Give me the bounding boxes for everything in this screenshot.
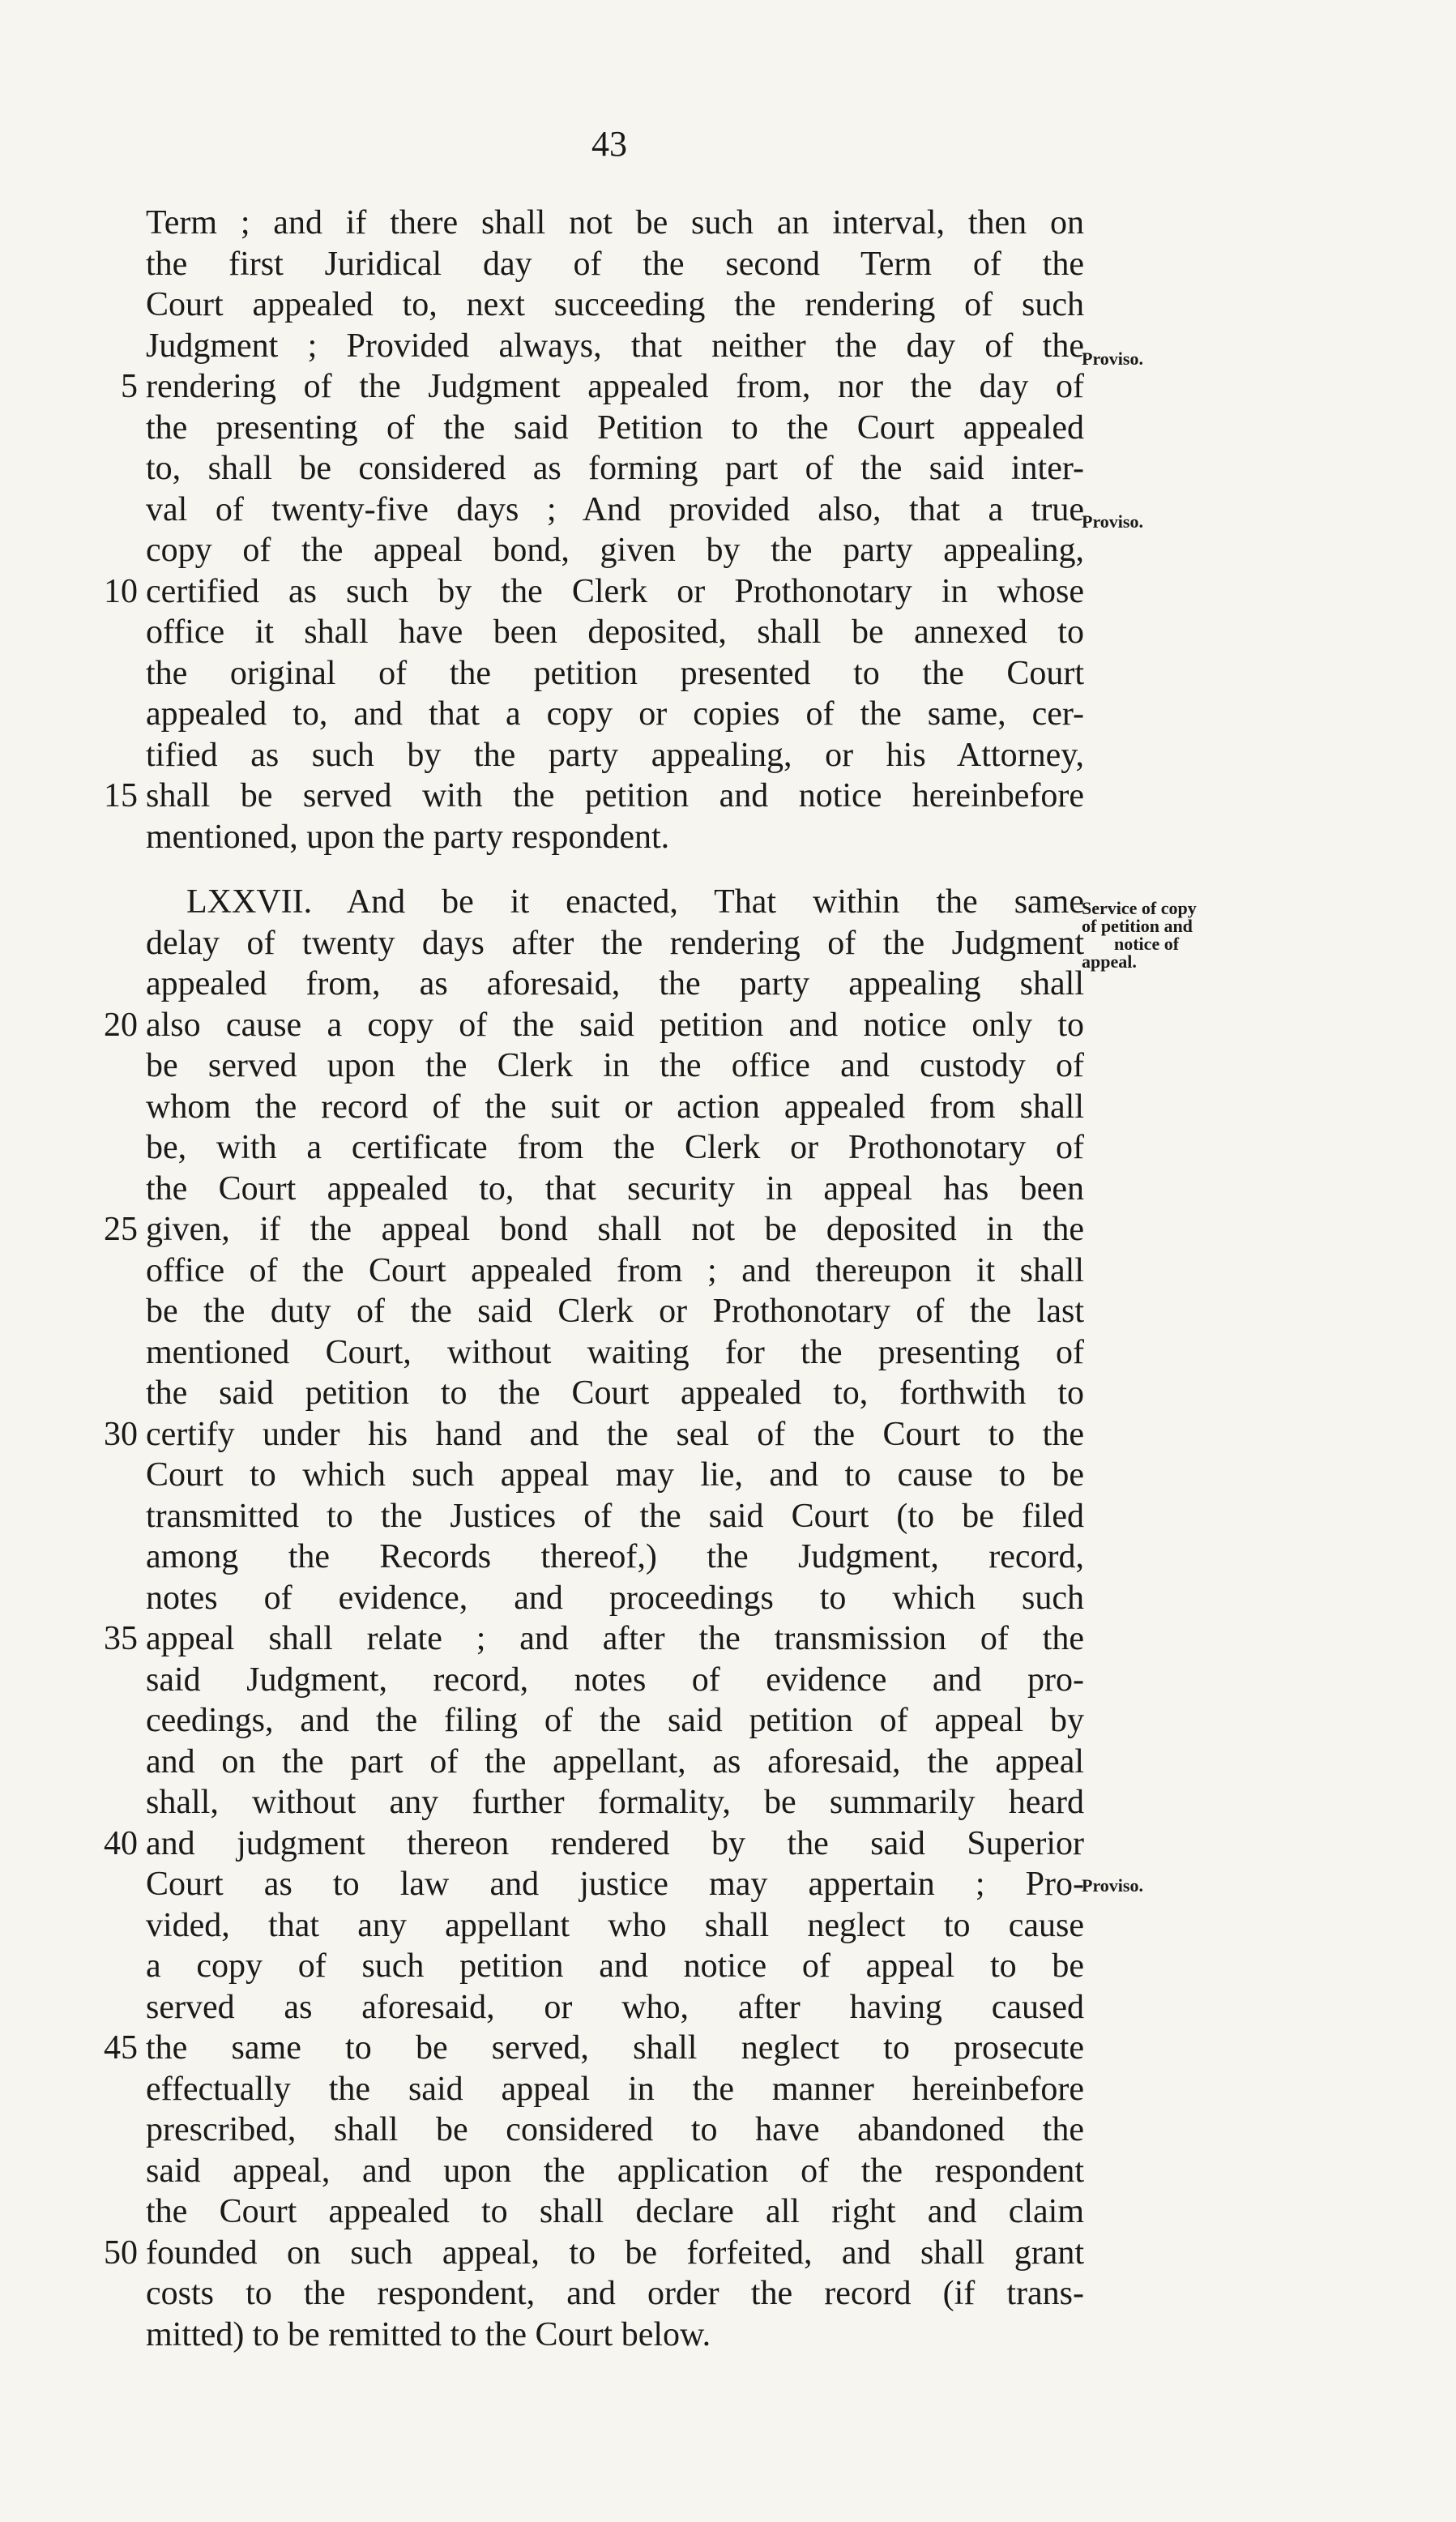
line-text: among the Records thereof,) the Judgment, record, bbox=[146, 1538, 1084, 1575]
text-line bbox=[96, 735, 1084, 776]
text-line bbox=[96, 2151, 1084, 2192]
text-block-continuation bbox=[96, 203, 1084, 857]
line-number: 30 bbox=[104, 1415, 138, 1453]
line-number: 20 bbox=[104, 1006, 138, 1044]
text-line bbox=[96, 882, 1084, 923]
text-line bbox=[96, 1946, 1084, 1987]
text-line bbox=[96, 1618, 1084, 1660]
line-number: 40 bbox=[104, 1824, 138, 1862]
line-text: costs to the respondent, and order the record (if trans- bbox=[146, 2275, 1084, 2312]
text-line bbox=[96, 817, 1084, 858]
text-line bbox=[96, 2069, 1084, 2110]
text-line bbox=[96, 284, 1084, 326]
line-text: whom the record of the suit or action appealed from shall bbox=[146, 1088, 1084, 1126]
line-text: the original of the petition presented to the Court bbox=[146, 654, 1084, 692]
line-text: served as aforesaid, or who, after having caused bbox=[146, 1988, 1084, 2026]
line-text: copy of the appeal bond, given by the party appealing, bbox=[146, 532, 1084, 569]
marginal-note-proviso: Proviso. bbox=[1082, 1875, 1143, 1896]
line-text: be served upon the Clerk in the office and custody of bbox=[146, 1047, 1084, 1084]
text-line bbox=[96, 1005, 1084, 1046]
line-text: ceedings, and the filing of the said petition of appeal by bbox=[146, 1702, 1084, 1739]
text-line bbox=[96, 571, 1084, 613]
text-line bbox=[96, 1496, 1084, 1537]
text-line bbox=[96, 489, 1084, 531]
text-line bbox=[96, 776, 1084, 817]
text-line bbox=[96, 2273, 1084, 2315]
line-text: appeal shall relate ; and after the transmission of the bbox=[146, 1620, 1084, 1657]
text-line bbox=[96, 2110, 1084, 2151]
text-line bbox=[96, 244, 1084, 285]
line-number: 5 bbox=[121, 368, 138, 405]
line-text: the Court appealed to, that security in appeal has been bbox=[146, 1169, 1084, 1208]
marginal-note-proviso: Proviso. bbox=[1082, 348, 1143, 369]
text-line bbox=[96, 203, 1084, 244]
line-text: be, with a certificate from the Clerk or Prothonotary of bbox=[146, 1129, 1084, 1166]
text-line bbox=[96, 1742, 1084, 1783]
line-number: 45 bbox=[104, 2029, 138, 2067]
line-text: given, if the appeal bond shall not be deposited in the bbox=[146, 1211, 1084, 1248]
line-text: appealed to, and that a copy or copies of the same, cer- bbox=[146, 695, 1084, 733]
text-line bbox=[96, 1291, 1084, 1332]
text-line bbox=[96, 1660, 1084, 1701]
text-line bbox=[96, 2028, 1084, 2069]
line-text: transmitted to the Justices of the said Court (to be filed bbox=[146, 1497, 1084, 1535]
line-text: mentioned Court, without waiting for the presenting of bbox=[146, 1333, 1084, 1371]
text-line bbox=[96, 1537, 1084, 1578]
text-line bbox=[96, 1864, 1084, 1905]
line-text: LXXVII. And be it enacted, That within the same bbox=[186, 883, 1084, 921]
text-line bbox=[96, 1700, 1084, 1742]
line-text: the Court appealed to shall declare all right and claim bbox=[146, 2193, 1084, 2230]
line-text: certified as such by the Clerk or Prothonotary in whose bbox=[146, 572, 1084, 610]
line-text: effectually the said appeal in the manner hereinbefore bbox=[146, 2070, 1084, 2108]
text-line bbox=[96, 1250, 1084, 1292]
line-text: the said petition to the Court appealed to, forthwith to bbox=[146, 1374, 1084, 1412]
text-line bbox=[96, 366, 1084, 408]
text-line bbox=[96, 1127, 1084, 1169]
line-number: 25 bbox=[104, 1211, 138, 1248]
text-line bbox=[96, 1169, 1084, 1210]
text-block-section-lxxvii bbox=[96, 882, 1084, 2355]
line-text: said Judgment, record, notes of evidence and pro- bbox=[146, 1661, 1084, 1699]
marginal-note-service bbox=[1082, 900, 1197, 971]
line-text: the presenting of the said Petition to the Court appealed bbox=[146, 408, 1084, 447]
text-line bbox=[96, 653, 1084, 695]
line-text: office it shall have been deposited, shall be annexed to bbox=[146, 613, 1084, 651]
text-line bbox=[96, 1045, 1084, 1087]
text-line bbox=[96, 1578, 1084, 1619]
text-line bbox=[96, 2315, 1084, 2356]
line-text: and on the part of the appellant, as aforesaid, the appeal bbox=[146, 1742, 1084, 1780]
line-text: delay of twenty days after the rendering of the Judgment bbox=[146, 924, 1084, 962]
text-line bbox=[96, 1209, 1084, 1250]
text-line bbox=[96, 448, 1084, 489]
text-line bbox=[96, 1414, 1084, 1455]
text-line bbox=[96, 1332, 1084, 1374]
text-line bbox=[96, 1373, 1084, 1414]
marginal-note-line: appeal. bbox=[1082, 951, 1137, 972]
text-line bbox=[96, 923, 1084, 964]
line-text: to, shall be considered as forming part of the said inter- bbox=[146, 450, 1084, 487]
line-text: Judgment ; Provided always, that neither the day of the bbox=[146, 327, 1084, 365]
text-line bbox=[96, 408, 1084, 449]
text-line bbox=[96, 326, 1084, 367]
marginal-note-line: Service of copy bbox=[1082, 898, 1197, 918]
line-number: 50 bbox=[104, 2233, 138, 2272]
line-number: 15 bbox=[104, 777, 138, 814]
text-line bbox=[96, 530, 1084, 571]
text-line bbox=[96, 2233, 1084, 2274]
line-text: also cause a copy of the said petition and notice only to bbox=[146, 1006, 1084, 1044]
text-line bbox=[96, 964, 1084, 1005]
text-line bbox=[96, 1782, 1084, 1823]
line-text: appealed from, as aforesaid, the party appealing shall bbox=[146, 965, 1084, 1002]
text-line bbox=[96, 1987, 1084, 2028]
line-text: rendering of the Judgment appealed from, nor the day of bbox=[146, 368, 1084, 405]
line-text: a copy of such petition and notice of appeal to be bbox=[146, 1947, 1084, 1985]
page-number: 43 bbox=[591, 124, 627, 164]
line-text: tified as such by the party appealing, or his Attorney, bbox=[146, 736, 1084, 774]
text-line bbox=[96, 612, 1084, 653]
marginal-note-line: notice of bbox=[1114, 934, 1180, 954]
line-text: prescribed, shall be considered to have abandoned the bbox=[146, 2111, 1084, 2148]
line-text: mentioned, upon the party respondent. bbox=[146, 818, 670, 856]
text-line bbox=[96, 1087, 1084, 1128]
line-number: 35 bbox=[104, 1620, 138, 1657]
line-text: notes of evidence, and proceedings to which such bbox=[146, 1579, 1084, 1617]
line-text: mitted) to be remitted to the Court below. bbox=[146, 2315, 711, 2353]
line-text: the same to be served, shall neglect to prosecute bbox=[146, 2029, 1084, 2067]
line-text: Court to which such appeal may lie, and to cause to be bbox=[146, 1456, 1084, 1494]
text-line bbox=[96, 1905, 1084, 1947]
line-text: vided, that any appellant who shall neglect to cause bbox=[146, 1906, 1084, 1944]
marginal-note-line: of petition and bbox=[1082, 916, 1193, 936]
line-text: certify under his hand and the seal of the Court to the bbox=[146, 1415, 1084, 1453]
line-text: office of the Court appealed from ; and thereupon it shall bbox=[146, 1251, 1084, 1289]
line-text: the first Juridical day of the second Term of the bbox=[146, 245, 1084, 283]
line-text: val of twenty-five days ; And provided also, that a true bbox=[146, 490, 1084, 528]
line-text: Court as to law and justice may appertain ; Pro- bbox=[146, 1866, 1084, 1903]
line-number: 10 bbox=[104, 572, 138, 610]
line-text: be the duty of the said Clerk or Prothonotary of the last bbox=[146, 1293, 1084, 1330]
marginal-note-proviso: Proviso. bbox=[1082, 511, 1143, 532]
line-text: Term ; and if there shall not be such an interval, then on bbox=[146, 204, 1084, 242]
line-text: said appeal, and upon the application of the respondent bbox=[146, 2152, 1084, 2190]
line-text: and judgment thereon rendered by the said Superior bbox=[146, 1824, 1084, 1862]
line-text: Court appealed to, next succeeding the rendering of such bbox=[146, 286, 1084, 323]
text-line bbox=[96, 2191, 1084, 2233]
line-text: shall be served with the petition and notice hereinbefore bbox=[146, 777, 1084, 814]
text-line bbox=[96, 1455, 1084, 1496]
line-text: founded on such appeal, to be forfeited, and shall grant bbox=[146, 2233, 1084, 2272]
line-text: shall, without any further formality, be summarily heard bbox=[146, 1784, 1084, 1821]
text-line bbox=[96, 694, 1084, 735]
text-line bbox=[96, 1823, 1084, 1865]
